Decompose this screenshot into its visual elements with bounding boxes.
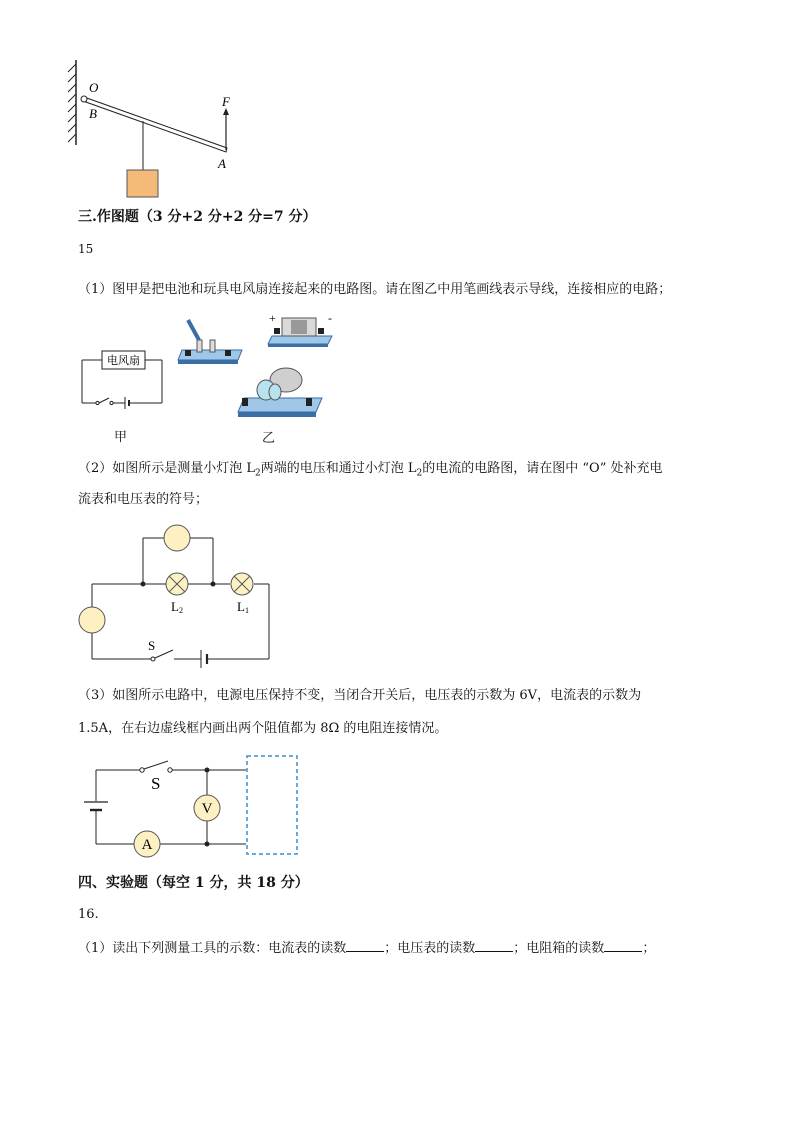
- battery-plus: +: [269, 311, 276, 325]
- pivot-point: [81, 96, 87, 102]
- answer-blank-ammeter[interactable]: [346, 939, 384, 952]
- q15-part3-line2: 1.5A，在右边虚线框内画出两个阻值都为 8Ω 的电阻连接情况。: [78, 721, 448, 736]
- q15-part2-line2: 流表和电压表的符号；: [78, 492, 209, 507]
- label-l1: L1: [237, 599, 249, 615]
- section4-heading: 四、实验题（每空 1 分，共 18 分）: [78, 875, 309, 891]
- section3-heading: 三.作图题（3 分+2 分+2 分=7 分）: [78, 209, 317, 225]
- force-arrowhead: [223, 108, 229, 115]
- circuit-jia: [78, 345, 168, 425]
- q15-part1-text: （1）图甲是把电池和玩具电风扇连接起来的电路图。请在图乙中用笔画线表示导线，连接相应的电路；: [78, 282, 672, 297]
- caption-yi: 乙: [262, 431, 276, 446]
- dashed-drawing-box[interactable]: [247, 756, 297, 854]
- label-f: F: [222, 94, 230, 109]
- q15-part3-line1: （3）如图所示电路中，电源电压保持不变，当闭合开关后，电压表的示数为 6V，电流表的示数为: [78, 688, 642, 703]
- switch-label: S: [151, 774, 161, 793]
- fan-label: 电风扇: [107, 355, 140, 367]
- meter-placeholder-left[interactable]: [79, 607, 105, 633]
- label-a: A: [218, 156, 226, 171]
- battery-minus: -: [328, 311, 332, 325]
- lamp-l1: [231, 573, 253, 595]
- q15-number: 15: [78, 242, 94, 256]
- apparatus-yi: [178, 310, 338, 425]
- label-o: O: [89, 80, 99, 95]
- lever-bar: [83, 97, 227, 152]
- lamp-l2: [166, 573, 188, 595]
- label-l2: L2: [171, 599, 183, 615]
- circuit-part2: [78, 522, 278, 667]
- wall-hatching: [68, 60, 76, 145]
- q16-number: 16.: [78, 907, 99, 922]
- battery-holder: [268, 311, 332, 347]
- answer-blank-resistance-box[interactable]: [604, 939, 642, 952]
- lever-figure: [60, 60, 250, 200]
- hanging-block: [127, 170, 158, 197]
- label-b: B: [89, 106, 97, 121]
- q16-part1: （1）读出下列测量工具的示数：电流表的读数 ；电压表的读数 ；电阻箱的读数 ；: [78, 941, 656, 956]
- ammeter-label: A: [141, 837, 153, 853]
- label-s: S: [148, 638, 156, 653]
- voltmeter-label: V: [201, 801, 213, 817]
- answer-blank-voltmeter[interactable]: [475, 939, 513, 952]
- toy-fan: [238, 368, 322, 417]
- meter-placeholder-top[interactable]: [164, 525, 190, 551]
- knife-switch: [178, 320, 242, 364]
- circuit-part3: [78, 752, 308, 862]
- caption-jia: 甲: [114, 430, 128, 445]
- q15-part2-line1: （2）如图所示是测量小灯泡 $L_2$两端的电压和通过小灯泡 $L_2$的电流的电路图，请在图中 “O” 处补充电: [78, 461, 663, 479]
